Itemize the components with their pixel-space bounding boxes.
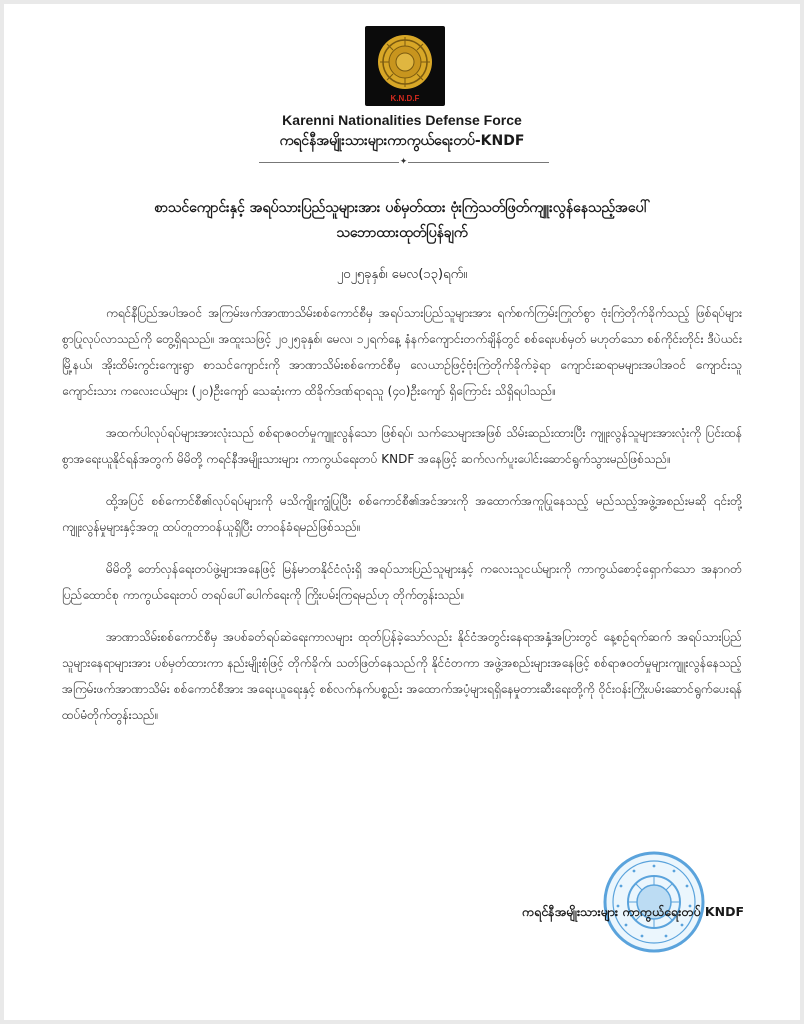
statement-body bbox=[62, 300, 742, 744]
signature: ကရင်နီအမျိုးသားများ ကာကွယ်ရေးတပ် KNDF bbox=[521, 904, 744, 919]
organization-name-burmese: ကရင်နီအမျိုးသားများကာကွယ်ရေးတပ်-KNDF bbox=[279, 133, 525, 149]
statement-date: ၂၀၂၅ခုနှစ်၊ မေလ(၁၃)ရက်။ bbox=[336, 267, 468, 282]
seal-icon bbox=[602, 850, 706, 954]
paragraph-1: ကရင်နီပြည်အပါအဝင် အကြမ်းဖက်အာဏာသိမ်းစစ်ကောင်စီမှ အရပ်သားပြည်သူများအား ရက်စက်ကြမ်းကြုတ်စွာ ဗုံးကြဲတိုက်ခိုက်သည့် ဖြစ်ရပ်များစွာပြုလုပ်လာသည်ကို တွေ့ရှိရသည်။ အထူးသဖြင့် ၂၀၂၅ခုနှစ်၊ မေလ၊ ၁၂ရက်နေ့ နံနက်ကျောင်းတက်ချိန်တွင် စစ်ရေးပစ်မှတ် မဟုတ်သော စစ်ကိုင်းတိုင်း ဒီပဲယင်းမြို့နယ်၊ အိုးထိမ်းကွင်းကျေးရွာ စာသင်ကျောင်းကို အာဏာသိမ်းစစ်ကောင်စီမှ လေယာဉ်ဖြင့်ဗုံးကြဲတိုက်ခိုက်ခဲ့ရာ ကျောင်းဆရာမများအပါအဝင် ကျောင်းသူကျောင်းသား ကလေးငယ်များ (၂၀)ဦးကျော် သေဆုံးကာ ထိခိုက်ဒဏ်ရာရသူ (၄၀)ဦးကျော် ရှိကြောင်း သိရှိရပါသည်။ bbox=[62, 306, 742, 398]
statement-title-line2: သဘောထားထုတ်ပြန်ချက် bbox=[336, 225, 468, 241]
paragraph-3: ထို့အပြင် စစ်ကောင်စီ၏လုပ်ရပ်များကို မသိကျိုးကျွံပြုပြီး စစ်ကောင်စီ၏အင်အားကို အထောက်အကူပြုနေသည့် မည်သည့်အဖွဲ့အစည်းမဆို ၎င်းတို့ကျူးလွန်မှုများနှင့်အတူ ထပ်တူတာဝန်ယူရှိပြီး တာဝန်ခံရမည်ဖြစ်သည်။ bbox=[62, 494, 742, 534]
statement-title-line1: စာသင်ကျောင်းနှင့် အရပ်သားပြည်သူများအား ပစ်မှတ်ထား ဗုံးကြဲသတ်ဖြတ်ကျူးလွန်နေသည့်အပေါ် bbox=[154, 200, 650, 216]
paragraph-2: အထက်ပါလုပ်ရပ်များအားလုံးသည် စစ်ရာဇဝတ်မှုကျူးလွန်သော ဖြစ်ရပ်၊ သက်သေများအဖြစ် သိမ်းဆည်းထားပြီး ကျူးလွန်သူများအားလုံးကို ပြင်းထန်စွာအရေးယူနိုင်ရန်အတွက် မိမိတို့ ကရင်နီအမျိုးသားများ ကာကွယ်ရေးတပ် KNDF အနေဖြင့် ဆက်လက်ပူးပေါင်းဆောင်ရွက်သွားမည်ဖြစ်သည်။ bbox=[62, 426, 742, 466]
diamond-icon: ✦ bbox=[399, 157, 408, 167]
paragraph-4: မိမိတို့ တော်လှန်ရေးတပ်ဖွဲ့များအနေဖြင့် မြန်မာတနိုင်ငံလုံးရှိ အရပ်သားပြည်သူများနှင့် ကလေးသူငယ်များကို ကာကွယ်စောင့်ရှောက်သော အနာဂတ်ပြည်ထောင်စု ကာကွယ်ရေးတပ် တရပ်ပေါ်ပေါက်ရေးကို ကြိုးပမ်းကြရမည်ဟု တိုက်တွန်းသည်။ bbox=[62, 562, 742, 602]
paragraph-5: အာဏာသိမ်းစစ်ကောင်စီမှ အပစ်ခတ်ရပ်ဆဲရေးကာလများ ထုတ်ပြန်ခဲ့သော်လည်း နိုင်ငံအတွင်းနေရာအနှံ့အပြားတွင် နေ့စဉ်ရက်ဆက် အရပ်သားပြည်သူများနေရာများအား ပစ်မှတ်ထားကာ နည်းမျိုးစုံဖြင့် တိုက်ခိုက်၊ သတ်ဖြတ်နေသည်ကို နိုင်ငံတကာ အဖွဲ့အစည်းများအနေဖြင့် စစ်ရာဇဝတ်မှုများကျူးလွန်နေသည့် အကြမ်းဖက်အာဏာသိမ်း စစ်ကောင်စီအား အရေးယူရေးနှင့် စစ်လက်နက်ပစ္စည်း အထောက်အပံ့များရရှိနေမှုတားဆီးရေးတို့ကို ဝိုင်းဝန်းကြိုးပမ်းဆောင်ရွက်ပေးရန် ထပ်မံတိုက်တွန်းသည်။ bbox=[62, 630, 742, 722]
organization-name-english: Karenni Nationalities Defense Force bbox=[282, 112, 522, 128]
kndf-logo bbox=[365, 26, 445, 106]
document-page bbox=[4, 4, 800, 1020]
statement-title bbox=[74, 196, 730, 246]
official-seal bbox=[602, 850, 706, 954]
logo-text: K.N.D.F bbox=[390, 94, 420, 103]
header-divider bbox=[259, 158, 549, 168]
kndf-emblem-icon bbox=[365, 26, 445, 106]
